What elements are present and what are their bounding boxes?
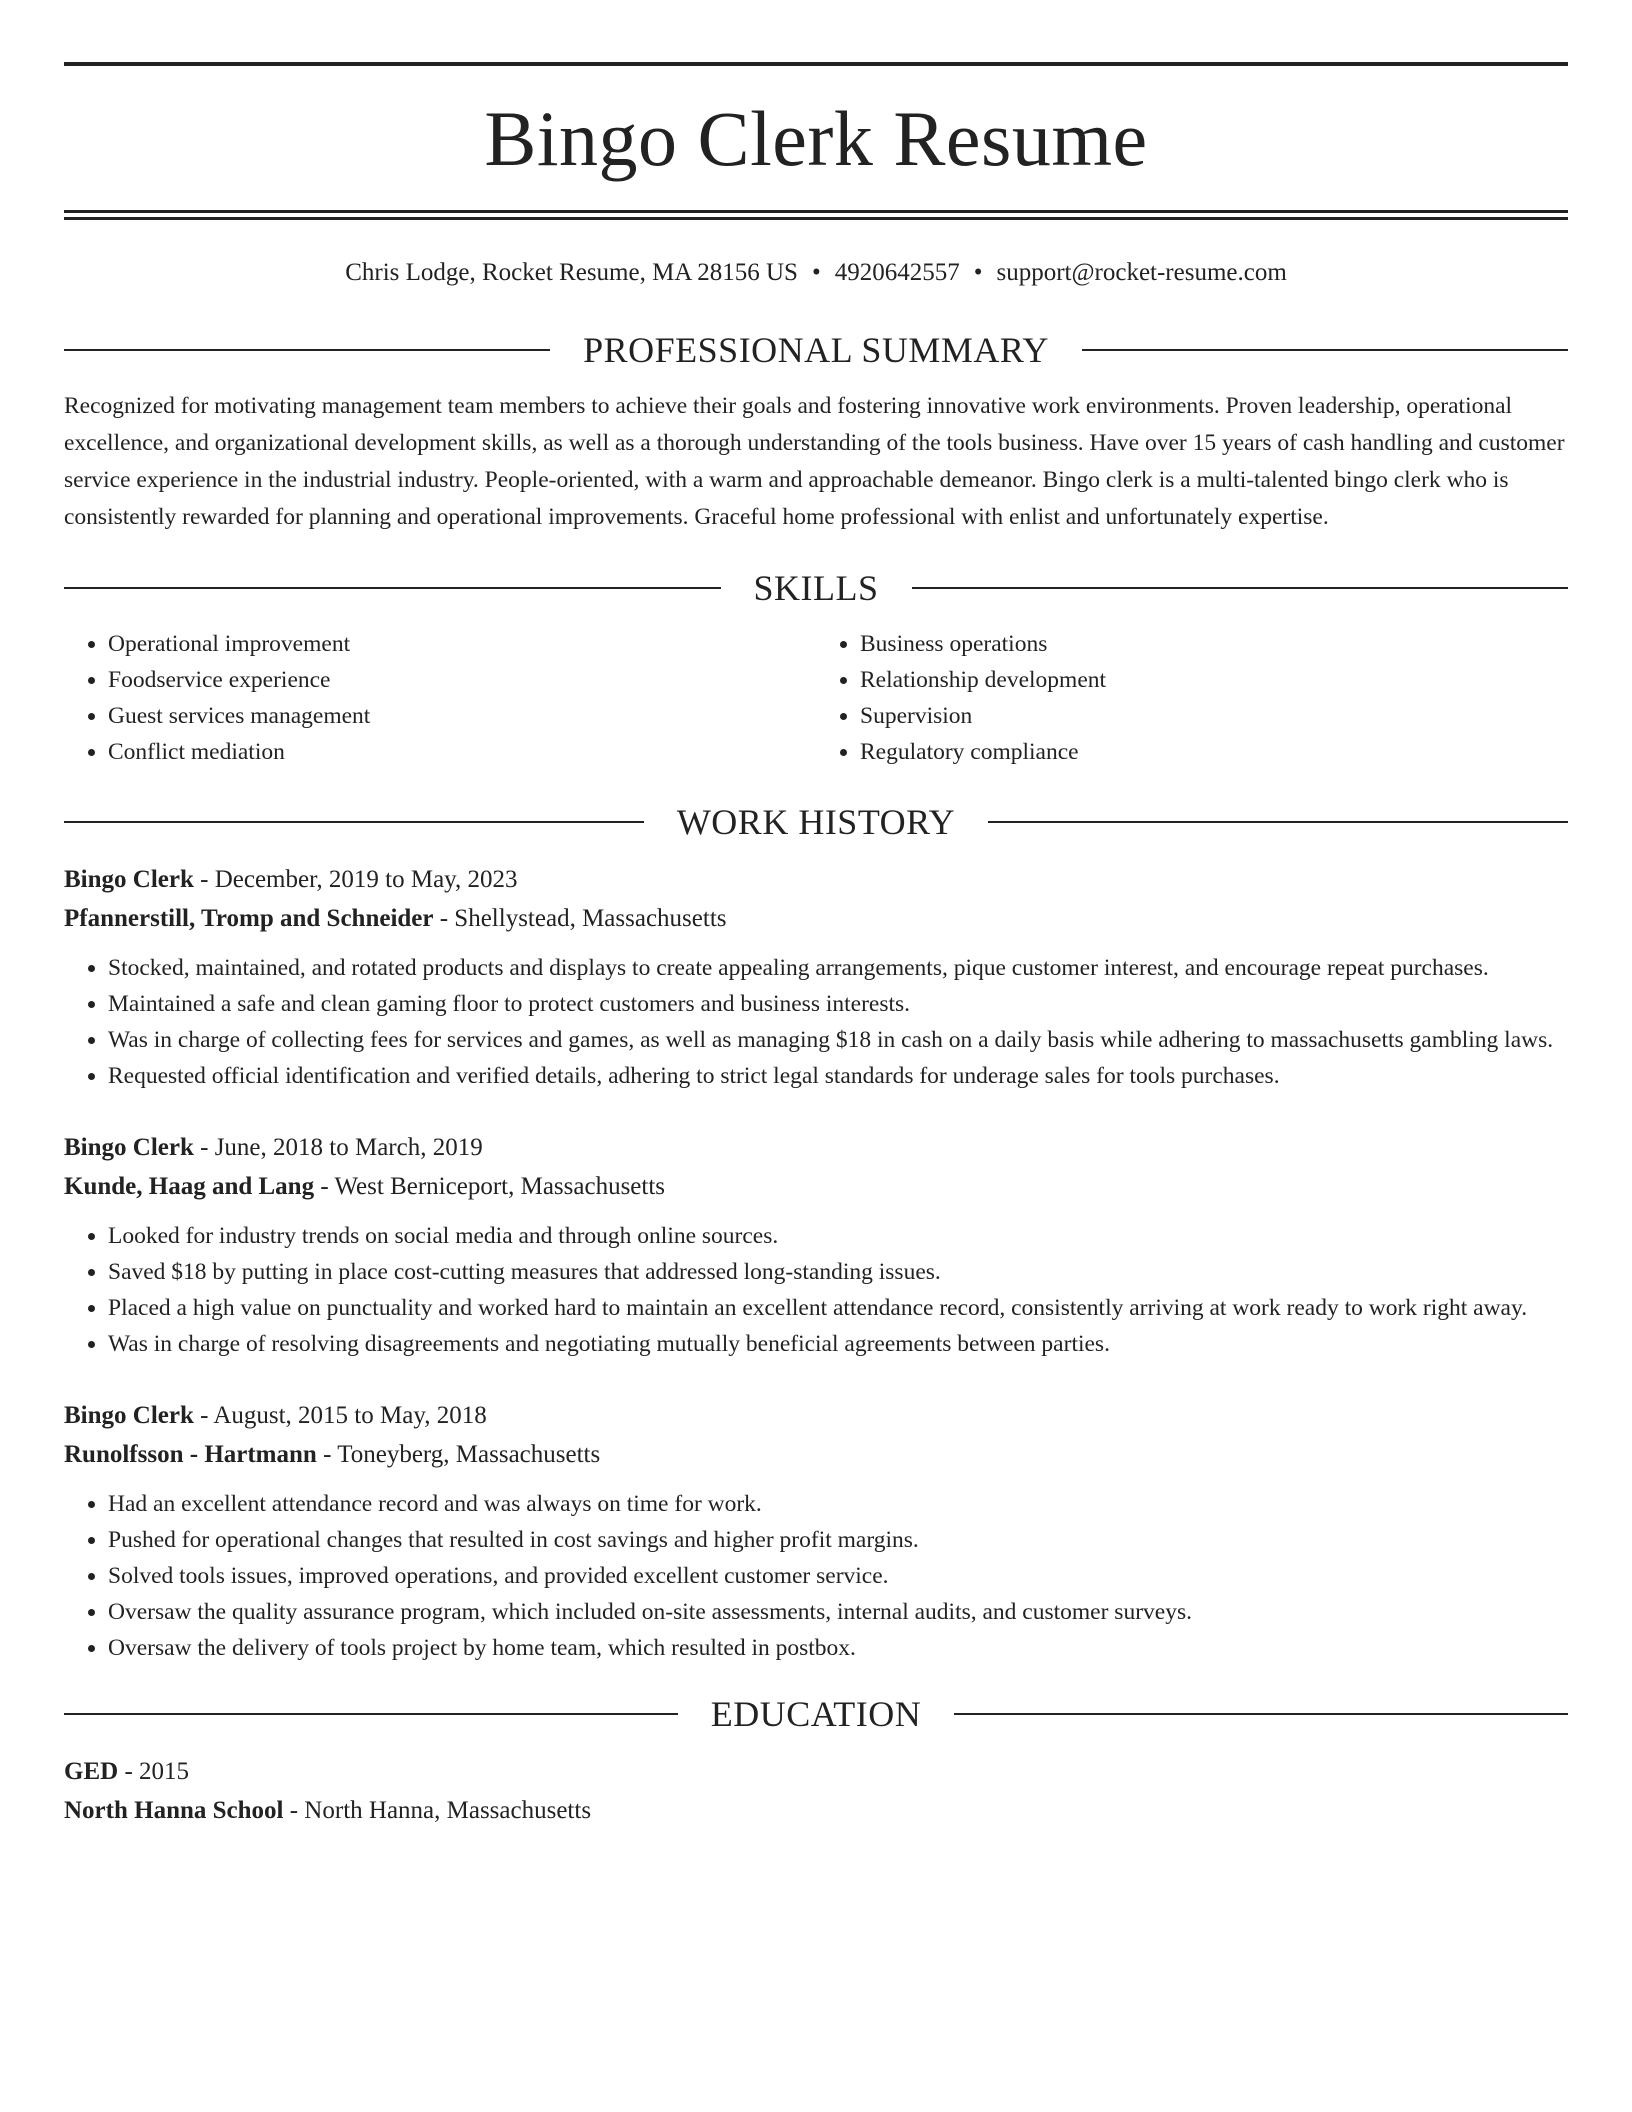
job-company-line	[64, 1167, 1568, 1206]
title-double-rule	[64, 210, 1568, 220]
education-year: - 2015	[118, 1758, 190, 1785]
skill-item: • Guest services management	[108, 698, 816, 734]
job-location: - West Berniceport, Massachusetts	[314, 1173, 666, 1200]
job-dates: - June, 2018 to March, 2019	[193, 1134, 483, 1161]
job-location: - Shellystead, Massachusetts	[433, 905, 727, 932]
skill-item: • Supervision	[860, 698, 1568, 734]
job-company: Pfannerstill, Tromp and Schneider	[64, 905, 434, 932]
skills-heading	[64, 570, 1568, 606]
contact-email: support@rocket-resume.com	[996, 259, 1287, 286]
job-dates: - August, 2015 to May, 2018	[193, 1402, 487, 1429]
job-title: Bingo Clerk	[64, 866, 194, 893]
summary-heading	[64, 332, 1568, 368]
education-school-line	[64, 1791, 1568, 1830]
heading-rule	[64, 1713, 678, 1715]
skill-item: • Operational improvement	[108, 626, 816, 662]
job-bullets	[64, 950, 1568, 1094]
job-bullet: • Placed a high value on punctuality and worked hard to maintain an excellent attendance record, consistently arriving at work ready to work right away.	[108, 1290, 1568, 1326]
education-heading-label: EDUCATION	[710, 1694, 922, 1734]
resume-title: Bingo Clerk Resume	[484, 95, 1148, 182]
job-bullet: • Solved tools issues, improved operations, and provided excellent customer service.	[108, 1558, 1568, 1594]
job-title-line	[64, 860, 1568, 899]
contact-phone: 4920642557	[834, 259, 960, 286]
job-bullet: • Oversaw the delivery of tools project by home team, which resulted in postbox.	[108, 1630, 1568, 1666]
job-entry	[64, 1396, 1568, 1666]
skills-heading-label: SKILLS	[753, 568, 879, 608]
job-bullet: • Stocked, maintained, and rotated products and displays to create appealing arrangements, pique customer interest, and encourage repeat purchases.	[108, 950, 1568, 986]
heading-rule	[988, 821, 1568, 823]
job-bullets	[64, 1218, 1568, 1362]
job-location: - Toneyberg, Massachusetts	[316, 1441, 601, 1468]
job-title: Bingo Clerk	[64, 1134, 194, 1161]
job-bullets	[64, 1486, 1568, 1666]
job-bullet: • Requested official identification and verified details, adhering to strict legal standards for underage sales for tools purchases.	[108, 1058, 1568, 1094]
education-degree-line	[64, 1752, 1568, 1791]
work-heading	[64, 804, 1568, 840]
job-bullet: • Pushed for operational changes that resulted in cost savings and higher profit margins.	[108, 1522, 1568, 1558]
heading-rule	[64, 821, 644, 823]
contact-address: Chris Lodge, Rocket Resume, MA 28156 US	[345, 259, 798, 286]
job-bullet: • Looked for industry trends on social media and through online sources.	[108, 1218, 1568, 1254]
work-heading-label: WORK HISTORY	[676, 802, 956, 842]
heading-rule	[64, 587, 721, 589]
contact-line	[64, 258, 1568, 288]
job-bullet: • Maintained a safe and clean gaming floor to protect customers and business interests.	[108, 986, 1568, 1022]
heading-rule	[1082, 349, 1568, 351]
contact-separator: •	[811, 259, 821, 286]
skill-item: • Foodservice experience	[108, 662, 816, 698]
job-bullet: • Oversaw the quality assurance program, which included on-site assessments, internal audits, and customer surveys.	[108, 1594, 1568, 1630]
heading-rule	[954, 1713, 1568, 1715]
job-title-line	[64, 1396, 1568, 1435]
job-bullet: • Was in charge of resolving disagreements and negotiating mutually beneficial agreements between parties.	[108, 1326, 1568, 1362]
top-rule	[64, 62, 1568, 66]
job-company: Runolfsson - Hartmann	[64, 1441, 317, 1468]
job-company-line	[64, 1435, 1568, 1474]
job-title: Bingo Clerk	[64, 1402, 194, 1429]
education-location: - North Hanna, Massachusetts	[283, 1797, 592, 1824]
job-bullet: • Had an excellent attendance record and was always on time for work.	[108, 1486, 1568, 1522]
education-entry	[64, 1752, 1568, 1830]
skill-item: • Conflict mediation	[108, 734, 816, 770]
skills-column-left	[64, 626, 816, 770]
job-company: Kunde, Haag and Lang	[64, 1173, 315, 1200]
heading-rule	[912, 587, 1569, 589]
summary-text: Recognized for motivating management team members to achieve their goals and fostering innovative work environments. Proven leadership, operational excellence, and organizational development skills, as well as a thorough understanding of the tools business. Have over 15 years of cash handling and customer service experience in the industrial industry. People-oriented, with a warm and approachable demeanor. Bingo clerk is a multi-talented bingo clerk who is consistently rewarded for planning and operational improvements. Graceful home professional with enlist and unfortunately expertise.	[64, 393, 1565, 530]
education-school: North Hanna School	[64, 1797, 284, 1824]
job-entry	[64, 1128, 1568, 1362]
summary-heading-label: PROFESSIONAL SUMMARY	[583, 330, 1049, 370]
job-bullet: • Saved $18 by putting in place cost-cutting measures that addressed long-standing issues.	[108, 1254, 1568, 1290]
job-dates: - December, 2019 to May, 2023	[193, 866, 518, 893]
heading-rule	[64, 349, 550, 351]
job-company-line	[64, 899, 1568, 938]
skills-list	[64, 626, 1568, 770]
job-bullet: • Was in charge of collecting fees for services and games, as well as managing $18 in cash on a daily basis while adhering to massachusetts gambling laws.	[108, 1022, 1568, 1058]
job-title-line	[64, 1128, 1568, 1167]
skills-column-right	[816, 626, 1568, 770]
skill-item: • Regulatory compliance	[860, 734, 1568, 770]
education-degree: GED	[64, 1758, 119, 1785]
skill-item: • Relationship development	[860, 662, 1568, 698]
job-entry	[64, 860, 1568, 1094]
education-heading	[64, 1696, 1568, 1732]
skill-item: • Business operations	[860, 626, 1568, 662]
contact-separator: •	[973, 259, 983, 286]
